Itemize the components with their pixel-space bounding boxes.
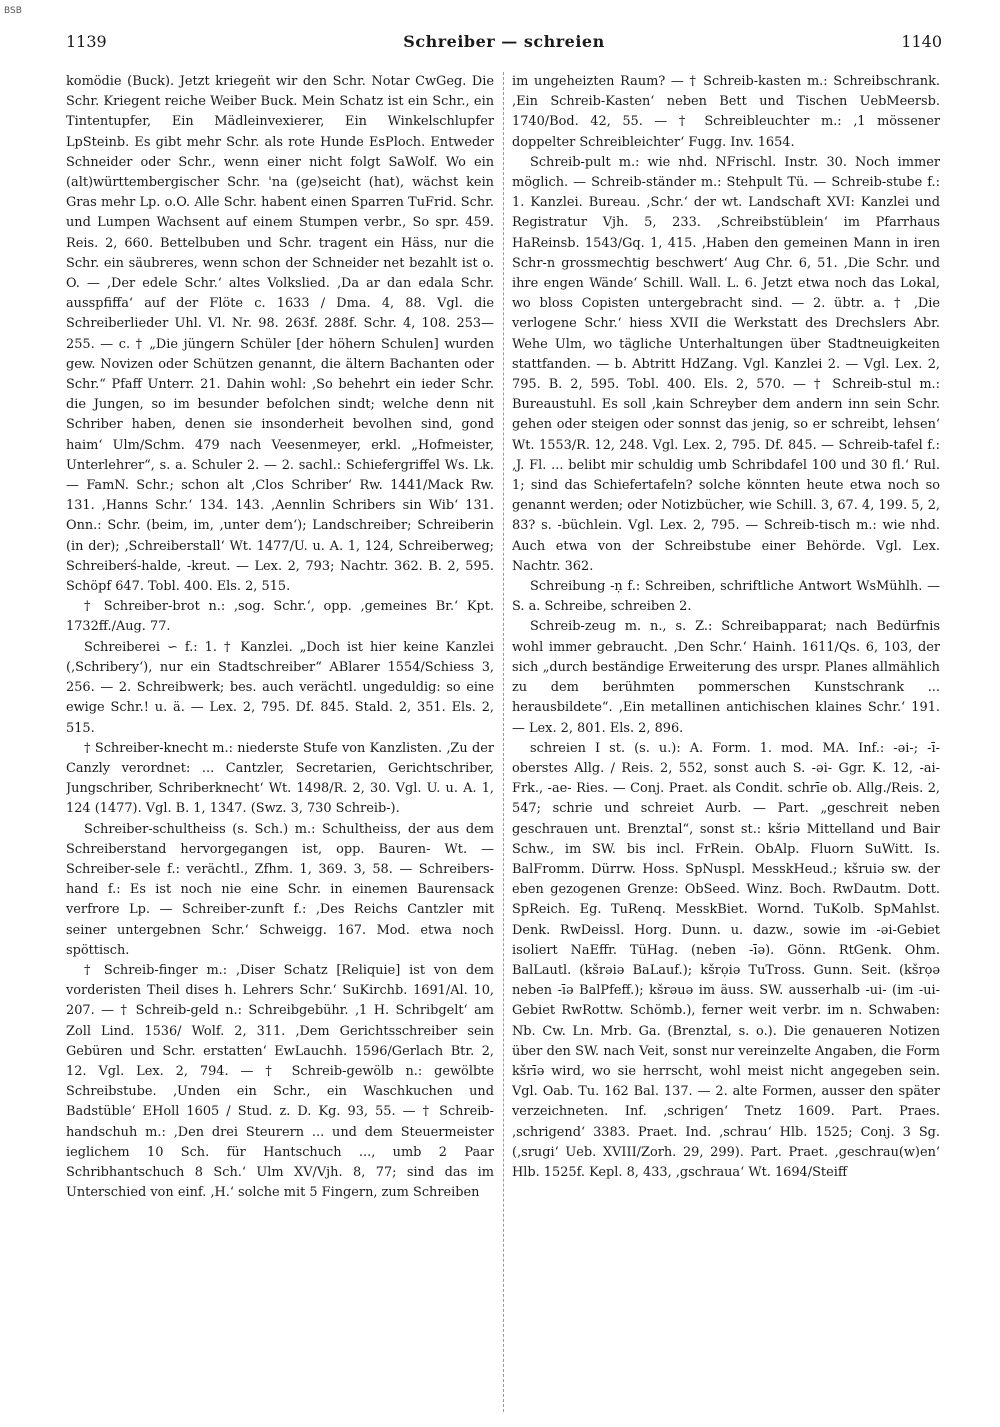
entry-paragraph: † Schreiber-knecht m.: niederste Stufe von Kanzlisten. ‚Zu der Canzly verordnet: ... Cantzler, Secretarien, Gerichtschriber, Jungschriber, Schriberknecht‘ Wt. 1498/R. 2, 30. Vgl. U. u. A. 1, 124 (1477). Vgl. B. 1, 1347. (Swz. 3, 730 Schreib-). xyxy=(66,740,494,817)
page-number-left: 1139 xyxy=(66,32,107,51)
column-divider xyxy=(503,72,504,1412)
page-number-right: 1140 xyxy=(901,32,942,51)
library-stamp: BSB xyxy=(4,6,22,16)
right-column xyxy=(512,72,940,1412)
running-title: Schreiber — schreien xyxy=(403,32,605,51)
left-column xyxy=(66,72,494,1412)
entry-paragraph: Schreiberei ∽ f.: 1. † Kanzlei. „Doch ist hier keine Kanzlei (‚Schribery‘), nur ein Stadtschreiber“ ABlarer 1554/Schiess 3, 256. — 2. Schreibwerk; bes. auch verächtl. ungeduldig: so eine ewige Schr.! u. ä. — Lex. 2, 795. Df. 845. Stald. 2, 351. Els. 2, 515. xyxy=(66,639,494,736)
entry-paragraph: komödie (Buck). Jetzt kriegen̈t wir den Schr. Notar CwGeg. Die Schr. Kriegent reiche Weiber Buck. Mein Schatz ist ein Schr., ein Tintentupfer, Ein Mädleinvexierer, Ein Winkelschlupfer LpSteinb. Es gibt mehr Schr. als rote Hunde EsPloch. Entweder Schneider oder Schr., wenn einer nicht folgt SaWolf. Wo ein (alt)württembergischer Schr. 'na (ge)seicht (hat), wächst kein Gras mehr Lp. o.O. Alle Schr. habent einen Sparren TuFrid. Schr. und Lumpen Wachsent auf einem Stumpen verbr., So spr. 459. Reis. 2, 660. Bettelbuben und Schr. tragent ein Häss, nur die Schr. ein säubreres, wenn schon der Schneider net bezahlt ist o. O. — ‚Der edele Schr.‘ altes Volkslied. ‚Da ar dan edala Schr. ausspfiffa‘ auf der Flöte c. 1633 / Dma. 4, 88. Vgl. die Schreiberlieder Uhl. Vl. Nr. 98. 263f. 288f. Schr. 4, 108. 253—255. — c. † „Die jüngern Schüler [der höhern Schulen] wurden gew. Novizen oder Schützen genannt, die ältern Bachanten oder Schr.“ Pfaff Unterr. 21. Dahin wohl: ‚So behehrt ein ieder Schr. die Jungen, so im besunder befolchen sindt; welche denn nit Schriber haben, denen sie insonderheit bevolhen sind, gond haim‘ Ulm/Schm. 479 nach Veesenmeyer, erkl. „Hofmeister, Unterlehrer“, s. a. Schuler 2. — 2. sachl.: Schiefergriffel Ws. Lk. — FamN. Schr.; schon alt ‚Clos Schriber‘ Rw. 1441/Mack Rw. 131. ‚Hanns Schr.‘ 134. 143. ‚Aennlin Schribers sin Wib‘ 131. Onn.: Schr. (beim, im, ‚unter dem‘); Landschreiber; Schreiberin (in der); ‚Schreiberstall‘ Wt. 1477/U. u. A. 1, 124, Schreiberweg; Schreiberś-halde, -kreut. — Lex. 2, 793; Nachtr. 362. B. 2, 595. Schöpf 647. Tobl. 400. Els. 2, 515. xyxy=(66,74,494,595)
entry-paragraph: im ungeheizten Raum? — † Schreib-kasten m.: Schreibschrank. ‚Ein Schreib-Kasten‘ neben Bett und Tischen UebMeersb. 1740/Bod. 42, 55. — † Schreibleuchter m.: ‚1 mössener doppelter Schreibleichter‘ Fugg. Inv. 1654. xyxy=(512,74,940,150)
entry-paragraph: Schreiber-schultheiss (s. Sch.) m.: Schultheiss, der aus dem Schreiberstand hervorgegangen ist, opp. Bauren- Wt. — Schreiber-sele f.: verächtl., Zfhm. 1, 369. 3, 58. — Schreibers-hand f.: Es ist noch nie eine Schr. in einemen Baurensack verfrore Lp. — Schreiber-zunft f.: ‚Des Reichs Cantzler mit seiner untergebnen Schr.‘ Schweigg. 167. Mod. etwa noch spöttisch. xyxy=(66,821,494,958)
entry-paragraph: Schreib-zeug m. n., s. Z.: Schreibapparat; nach Bedürfnis wohl immer gebraucht. ‚Den Schr.‘ Hainh. 1611/Qs. 6, 103, der sich „durch beständige Erweiterung des urspr. Planes allmählich zu dem berühmten pommerschen Kunstschrank ... herausbildete“. ‚Ein metallinen antichischen klaines Schr.‘ 191. — Lex. 2, 801. Els. 2, 896. xyxy=(512,619,940,736)
entry-paragraph: † Schreib-finger m.: ‚Diser Schatz [Reliquie] ist von dem vorderisten Theil dises h. Lehrers Schr.‘ SuKirchb. 1691/Al. 10, 207. — † Schreib-geld n.: Schreibgebühr. ‚1 H. Schribgelt‘ am Zoll Lind. 1536/ Wolf. 2, 311. ‚Dem Gerichtsschreiber sein Gebüren und Schr. erstatten‘ EwLauchh. 1596/Gerlach Btr. 2, 12. Vgl. Lex. 2, 794. — † Schreib-gewölb n.: gewölbte Schreibstube. ‚Unden ein Schr., ein Waschkuchen und Badstüble‘ EHoll 1605 / Stud. z. D. Kg. 93, 55. — † Schreib-handschuh m.: ‚Den drei Steurern ... und dem Steuermeister ieglichem 10 Sch. für Hantschuch ..., umb 2 Paar Schribhantschuch 8 Sch.‘ Ulm XV/Vjh. 8, 77; sind das im Unterschied von einf. ‚H.‘ solche mit 5 Fingern, zum Schreiben xyxy=(66,962,494,1201)
entry-paragraph: Schreibung -ṇ f.: Schreiben, schriftliche Antwort WsMühlh. — S. a. Schreibe, schreiben 2. xyxy=(512,579,940,615)
entry-paragraph: Schreib-pult m.: wie nhd. NFrischl. Instr. 30. Noch immer möglich. — Schreib-ständer m.: Stehpult Tü. — Schreib-stube f.: 1. Kanzlei. Bureau. ‚Schr.‘ der wt. Landschaft XVI: Kanzlei und Registratur Vjh. 5, 233. ‚Schreibstüblein‘ im Pfarrhaus HaReinsb. 1543/Gq. 1, 415. ‚Haben den gemeinen Mann in iren Schr-n grossmechtig beschwert‘ Aug Chr. 6, 51. ‚Die Schr. und ihre engen Wände‘ Schill. Wall. L. 6. Jetzt etwa noch das Lokal, wo bloss Copisten untergebracht sind. — 2. übtr. a. † ‚Die verlogene Schr.‘ hiess XVII die Werkstatt des Drechslers Abr. Wehe Ulm, wo tägliche Unterhaltungen über Stadtneuigkeiten stattfanden. — b. Abtritt HdZang. Vgl. Kanzlei 2. — Vgl. Lex. 2, 795. B. 2, 595. Tobl. 400. Els. 2, 570. — † Schreib-stul m.: Bureaustuhl. Es soll ‚kain Schreyber dem andern inn sein Schr. gehen oder steigen oder sonnst das jenig, so er schreibt, lehsen‘ Wt. 1553/R. 12, 248. Vgl. Lex. 2, 795. Df. 845. — Schreib-tafel f.: ‚J. Fl. ... belibt mir schuldig umb Schribdafel 100 und 30 fl.‘ Rul. 1; sind das Schiefertafeln? solche könnten heute etwa noch so genannt werden; oder Notizbücher, wie Schill. 3, 67. 4, 199. 5, 2, 83? s. -büchlein. Vgl. Lex. 2, 795. — Schreib-tisch m.: wie nhd. Auch etwa von der Schreibstube einer Behörde. Vgl. Lex. Nachtr. 362. xyxy=(512,154,940,574)
page-header xyxy=(66,28,942,56)
entry-paragraph: † Schreiber-brot n.: ‚sog. Schr.‘, opp. ‚gemeines Br.‘ Kpt. 1732ff./Aug. 77. xyxy=(66,599,494,635)
entry-paragraph: schreien I st. (s. u.): A. Form. 1. mod. MA. Inf.: -əi-; -ī- oberstes Allg. / Reis. 2, 552, sonst auch S. -əi- Ggr. K. 12, -ai- Frk., -ae- Ries. — Conj. Praet. als Condit. schrīe ob. Allg./Reis. 2, 547; schrie und schreiet Aurb. — Part. „geschreit neben geschrauen unt. Brenztal“, sonst st.: kšriə Mittelland und Bair Schw., im SW. bis incl. FrRein. ObAlp. Fluorn SuWitt. Is. BalFromm. Dürrw. Hoss. SpNuspl. MesskHeud.; kšruiə sw. der eben gezogenen Grenze: ObSeed. Winz. Boch. RwDautm. Dott. SpReich. Eg. TuRenq. MesskBiet. Wornd. TuKolb. SpMahlst. Denk. RwDeissl. Horg. Dunn. u. dazw., sowie im -əi-Gebiet isoliert NaEffr. TüHag. (neben -īə). Gönn. RtGenk. Ohm. BalLautl. (kšrəiə BaLauf.); kšrọiə TuTross. Gunn. Seit. (kšrọə neben -īə BalPfeff.); kšrəuə im äuss. SW. ausserhalb -ui- (im -ui-Gebiet RwRottw. Schömb.), ferner weit verbr. im n. Schwaben: Nb. Cw. Ln. Mrb. Ga. (Brenztal, s. o.). Die genaueren Notizen über den SW. nach Veit, sonst nur vereinzelte Angaben, die Form kšrīə wird, wo sie herrscht, wohl meist nicht angegeben sein. Vgl. Oab. Tu. 162 Bal. 137. — 2. alte Formen, ausser den später verzeichneten. Inf. ‚schrigen‘ Tnetz 1609. Part. Praes. ‚schrigend‘ 3383. Praet. Ind. ‚schrau‘ Hlb. 1525; Conj. 3 Sg. (‚srugi‘ Ueb. XVIII/Zorh. 29, 299). Part. Praet. ‚geschrau(w)en‘ Hlb. 1525f. Kepl. 8, 433, ‚gschraua‘ Wt. 1694/Steiff xyxy=(512,740,940,1180)
